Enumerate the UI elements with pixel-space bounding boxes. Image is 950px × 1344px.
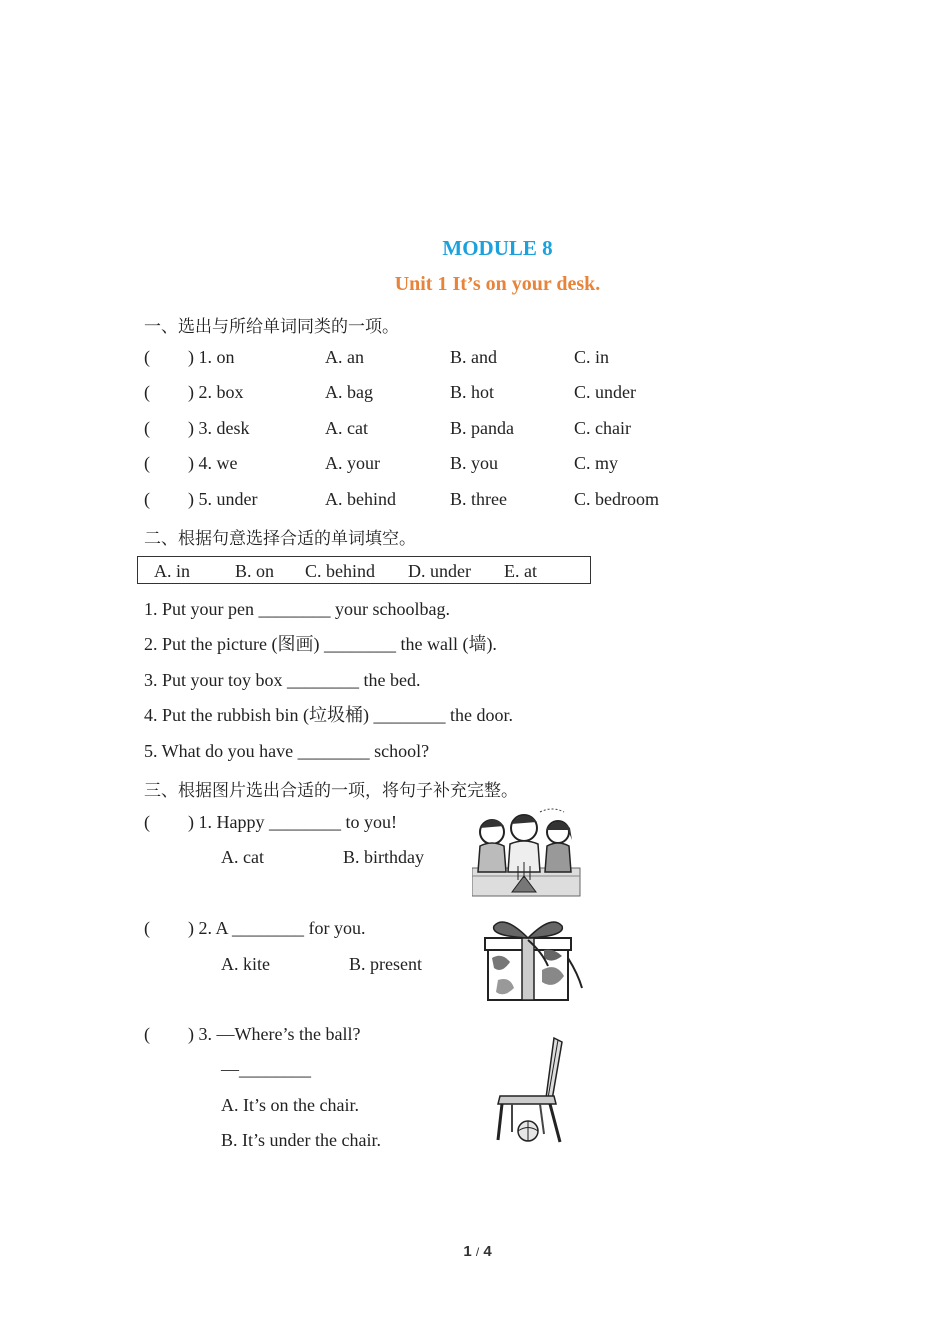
answer-paren: ( — [144, 347, 150, 367]
fill-sentence-2: 2. Put the picture (图画) ________ the wall (墙). — [144, 634, 497, 654]
module-title: MODULE 8 — [442, 236, 553, 260]
option-a: A. behind — [325, 489, 396, 509]
fill-sentence-4: 4. Put the rubbish bin (垃圾桶) ________ the door. — [144, 705, 513, 725]
option-b: B. and — [450, 347, 497, 367]
page-current: 1 — [463, 1243, 472, 1260]
fill-sentence-5: 5. What do you have ________ school? — [144, 741, 430, 761]
picture-question-2: ) 2. A ________ for you. — [188, 918, 366, 938]
option-a: A. It’s on the chair. — [221, 1095, 359, 1115]
option-c: C. in — [574, 347, 610, 367]
page-total: 4 — [483, 1243, 492, 1260]
word-bank-option: A. in — [154, 561, 190, 581]
question-word: ) 1. on — [188, 347, 235, 367]
birthday-party-image — [472, 806, 582, 898]
word-bank-option: E. at — [504, 561, 537, 581]
word-bank-option: B. on — [235, 561, 275, 581]
option-a: A. cat — [325, 418, 368, 438]
section2-heading: 二、根据句意选择合适的单词填空。 — [144, 529, 416, 549]
option-b: B. present — [349, 954, 422, 974]
option-b: B. panda — [450, 418, 514, 438]
question-word: ) 3. desk — [188, 418, 250, 438]
picture-question-3: ) 3. —Where’s the ball? — [188, 1024, 361, 1044]
option-a: A. an — [325, 347, 364, 367]
option-c: C. under — [574, 382, 636, 402]
option-b: B. three — [450, 489, 507, 509]
option-c: C. chair — [574, 418, 631, 438]
option-b: B. hot — [450, 382, 495, 402]
page-separator: / — [475, 1245, 480, 1259]
picture-question-1: ) 1. Happy ________ to you! — [188, 812, 397, 832]
option-b: B. you — [450, 453, 499, 473]
option-b: B. It’s under the chair. — [221, 1130, 381, 1150]
option-a: A. kite — [221, 954, 270, 974]
answer-paren: ( — [144, 453, 150, 473]
answer-paren: ( — [144, 418, 150, 438]
word-bank-option: C. behind — [305, 561, 375, 581]
question-word: ) 5. under — [188, 489, 258, 509]
option-a: A. cat — [221, 847, 264, 867]
option-c: C. bedroom — [574, 489, 659, 509]
unit-title: Unit 1 It’s on your desk. — [394, 273, 601, 295]
chair-with-ball-image — [492, 1034, 572, 1146]
answer-paren: ( — [144, 382, 150, 402]
option-b: B. birthday — [343, 847, 424, 867]
option-a: A. your — [325, 453, 380, 473]
section3-heading: 三、根据图片选出合适的一项，将句子补充完整。 — [144, 781, 518, 801]
answer-paren: ( — [144, 489, 150, 509]
answer-paren: ( — [144, 812, 150, 832]
page-number — [0, 1243, 950, 1260]
section1-heading: 一、选出与所给单词同类的一项。 — [144, 317, 399, 337]
fill-sentence-1: 1. Put your pen ________ your schoolbag. — [144, 599, 450, 619]
fill-sentence-3: 3. Put your toy box ________ the bed. — [144, 670, 421, 690]
answer-blank: —________ — [221, 1059, 311, 1079]
answer-paren: ( — [144, 918, 150, 938]
answer-paren: ( — [144, 1024, 150, 1044]
option-c: C. my — [574, 453, 619, 473]
word-bank-option: D. under — [408, 561, 471, 581]
gift-box-image — [482, 918, 586, 1004]
question-word: ) 2. box — [188, 382, 244, 402]
option-a: A. bag — [325, 382, 373, 402]
question-word: ) 4. we — [188, 453, 238, 473]
